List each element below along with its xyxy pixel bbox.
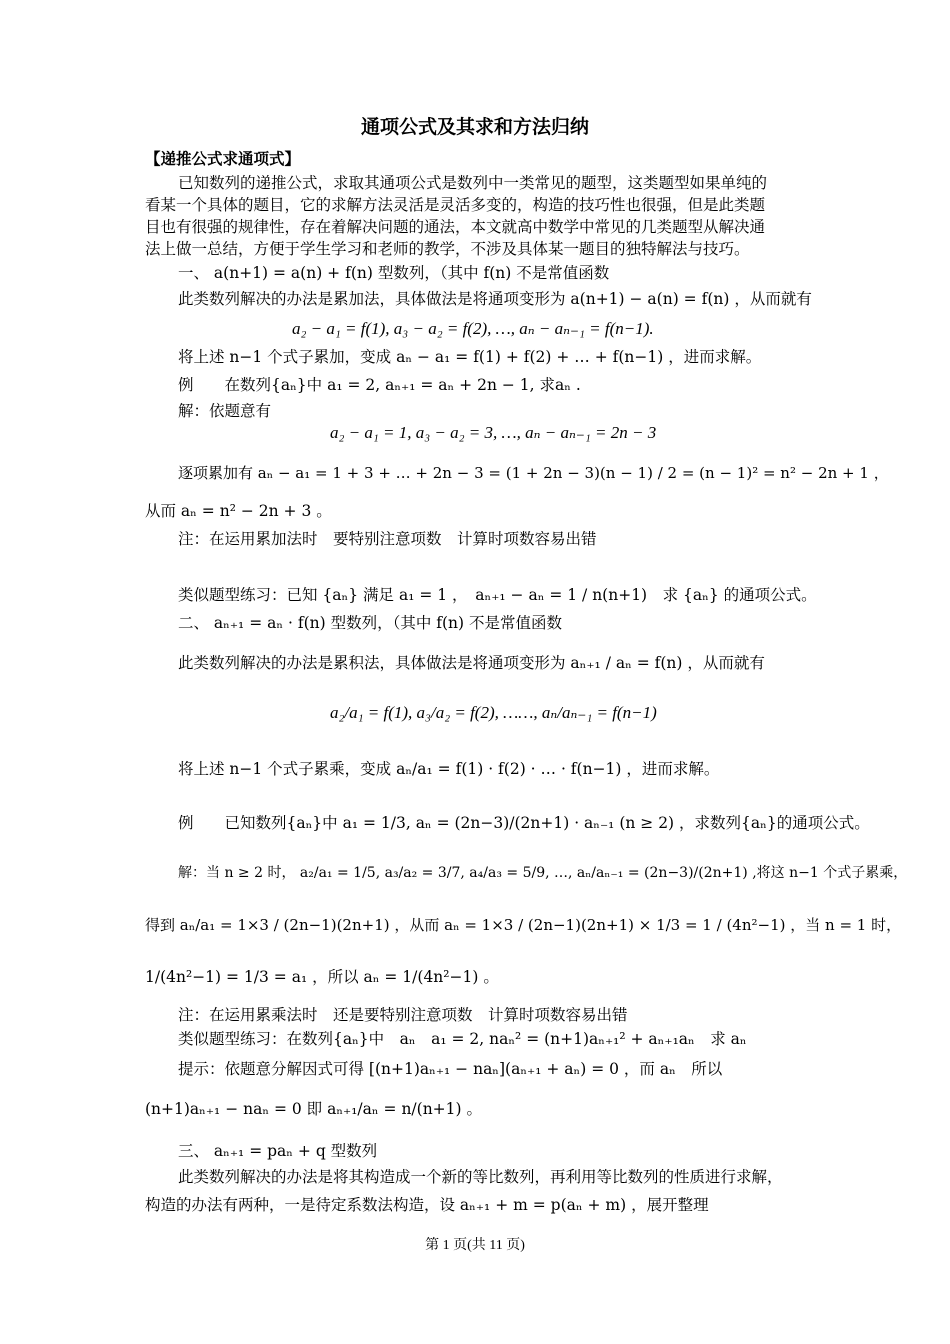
- type1-solution-sum: 逐项累加有 aₙ − a₁ = 1 + 3 + … + 2n − 3 = (1 + 2n − 3)(n − 1) / 2 = (n − 1)² = n² − 2n + 1 ，: [178, 464, 889, 482]
- page-footer: 第 1 页(共 11 页): [425, 1238, 525, 1253]
- type2-heading: 二、 aₙ₊₁ = aₙ · f(n) 型数列，（其中 f(n) 不是常值函数: [178, 614, 562, 632]
- type3-heading: 三、 aₙ₊₁ = paₙ + q 型数列: [178, 1142, 378, 1160]
- type2-eq-list: a₂/a₁ = f(1), a₃/a₂ = f(2), ……, aₙ/aₙ₋₁ = f(n−1): [330, 703, 657, 722]
- type1-heading: 一、 a(n+1) = a(n) + f(n) 型数列，（其中 f(n) 不是常值函数: [178, 264, 610, 282]
- type2-practice: 类似题型练习：在数列{aₙ}中 aₙ a₁ = 2, naₙ² = (n+1)aₙ₊₁² + aₙ₊₁aₙ 求 aₙ: [178, 1030, 747, 1048]
- type1-solution-intro: 解：依题意有: [178, 402, 272, 420]
- type2-method: 此类数列解决的办法是累积法，具体做法是将通项变形为 aₙ₊₁ / aₙ = f(n) ，从而就有: [178, 654, 765, 672]
- intro-line: 法上做一总结，方便于学生学习和老师的教学，不涉及具体某一题目的独特解法与技巧。: [145, 240, 750, 258]
- type2-product-step: 将上述 n−1 个式子累乘，变成 aₙ/a₁ = f(1) · f(2) · … · f(n−1) ，进而求解。: [178, 760, 720, 778]
- type1-eq-list: a₂ − a₁ = f(1), a₃ − a₂ = f(2), …, aₙ − aₙ₋₁ = f(n−1).: [292, 319, 654, 338]
- type3-method-b: 构造的办法有两种，一是待定系数法构造，设 aₙ₊₁ + m = p(aₙ + m) ，展开整理: [145, 1196, 709, 1214]
- page-title: 通项公式及其求和方法归纳: [360, 116, 589, 138]
- type1-method: 此类数列解决的办法是累加法，具体做法是将通项变形为 a(n+1) − a(n) = f(n) ，从而就有: [178, 290, 812, 308]
- section-header: 【递推公式求通项式】: [145, 149, 301, 168]
- type1-practice: 类似题型练习：已知 {aₙ} 满足 a₁ = 1 ， aₙ₊₁ − aₙ = 1 / n(n+1) 求 {aₙ} 的通项公式。: [178, 586, 817, 604]
- type1-example: 例 在数列{aₙ}中 a₁ = 2, aₙ₊₁ = aₙ + 2n − 1, 求aₙ .: [178, 376, 581, 394]
- type1-sum-step: 将上述 n−1 个式子累加，变成 aₙ − a₁ = f(1) + f(2) + … + f(n−1) ，进而求解。: [178, 348, 762, 366]
- type1-result: 从而 aₙ = n² − 2n + 3 。: [145, 502, 332, 520]
- intro-line: 看某一个具体的题目，它的求解方法灵活是灵活多变的，构造的技巧性也很强，但是此类题: [145, 196, 766, 214]
- type2-note: 注：在运用累乘法时 还是要特别注意项数 计算时项数容易出错: [178, 1006, 628, 1024]
- intro-line: 已知数列的递推公式，求取其通项公式是数列中一类常见的题型，这类题型如果单纯的: [178, 174, 768, 192]
- type2-hint-a: 提示：依题意分解因式可得 [(n+1)aₙ₊₁ − naₙ](aₙ₊₁ + aₙ) = 0 ，而 aₙ 所以: [178, 1060, 723, 1078]
- type2-solution-b: 得到 aₙ/a₁ = 1×3 / (2n−1)(2n+1) ，从而 aₙ = 1×3 / (2n−1)(2n+1) × 1/3 = 1 / (4n²−1) ，当 n = 1 时，: [145, 916, 902, 934]
- type3-method-a: 此类数列解决的办法是将其构造成一个新的等比数列，再利用等比数列的性质进行求解，: [178, 1168, 783, 1186]
- type2-example: 例 已知数列{aₙ}中 a₁ = 1/3, aₙ = (2n−3)/(2n+1) · aₙ₋₁ (n ≥ 2) ，求数列{aₙ}的通项公式。: [178, 814, 870, 832]
- type1-note: 注：在运用累加法时 要特别注意项数 计算时项数容易出错: [178, 530, 597, 548]
- type2-solution-a: 解：当 n ≥ 2 时， a₂/a₁ = 1/5, a₃/a₂ = 3/7, a₄/a₃ = 5/9, …, aₙ/aₙ₋₁ = (2n−3)/(2n+1) ,将这 n−1 个式子累乘，: [178, 865, 908, 881]
- intro-line: 目也有很强的规律性，存在着解决问题的通法，本文就高中数学中常见的几类题型从解决通: [145, 218, 766, 236]
- type1-solution-eqs: a₂ − a₁ = 1, a₃ − a₂ = 3, …, aₙ − aₙ₋₁ = 2n − 3: [330, 423, 657, 442]
- type2-solution-c: 1/(4n²−1) = 1/3 = a₁ ，所以 aₙ = 1/(4n²−1) 。: [145, 968, 499, 986]
- type2-hint-b: (n+1)aₙ₊₁ − naₙ = 0 即 aₙ₊₁/aₙ = n/(n+1) 。: [145, 1100, 483, 1118]
